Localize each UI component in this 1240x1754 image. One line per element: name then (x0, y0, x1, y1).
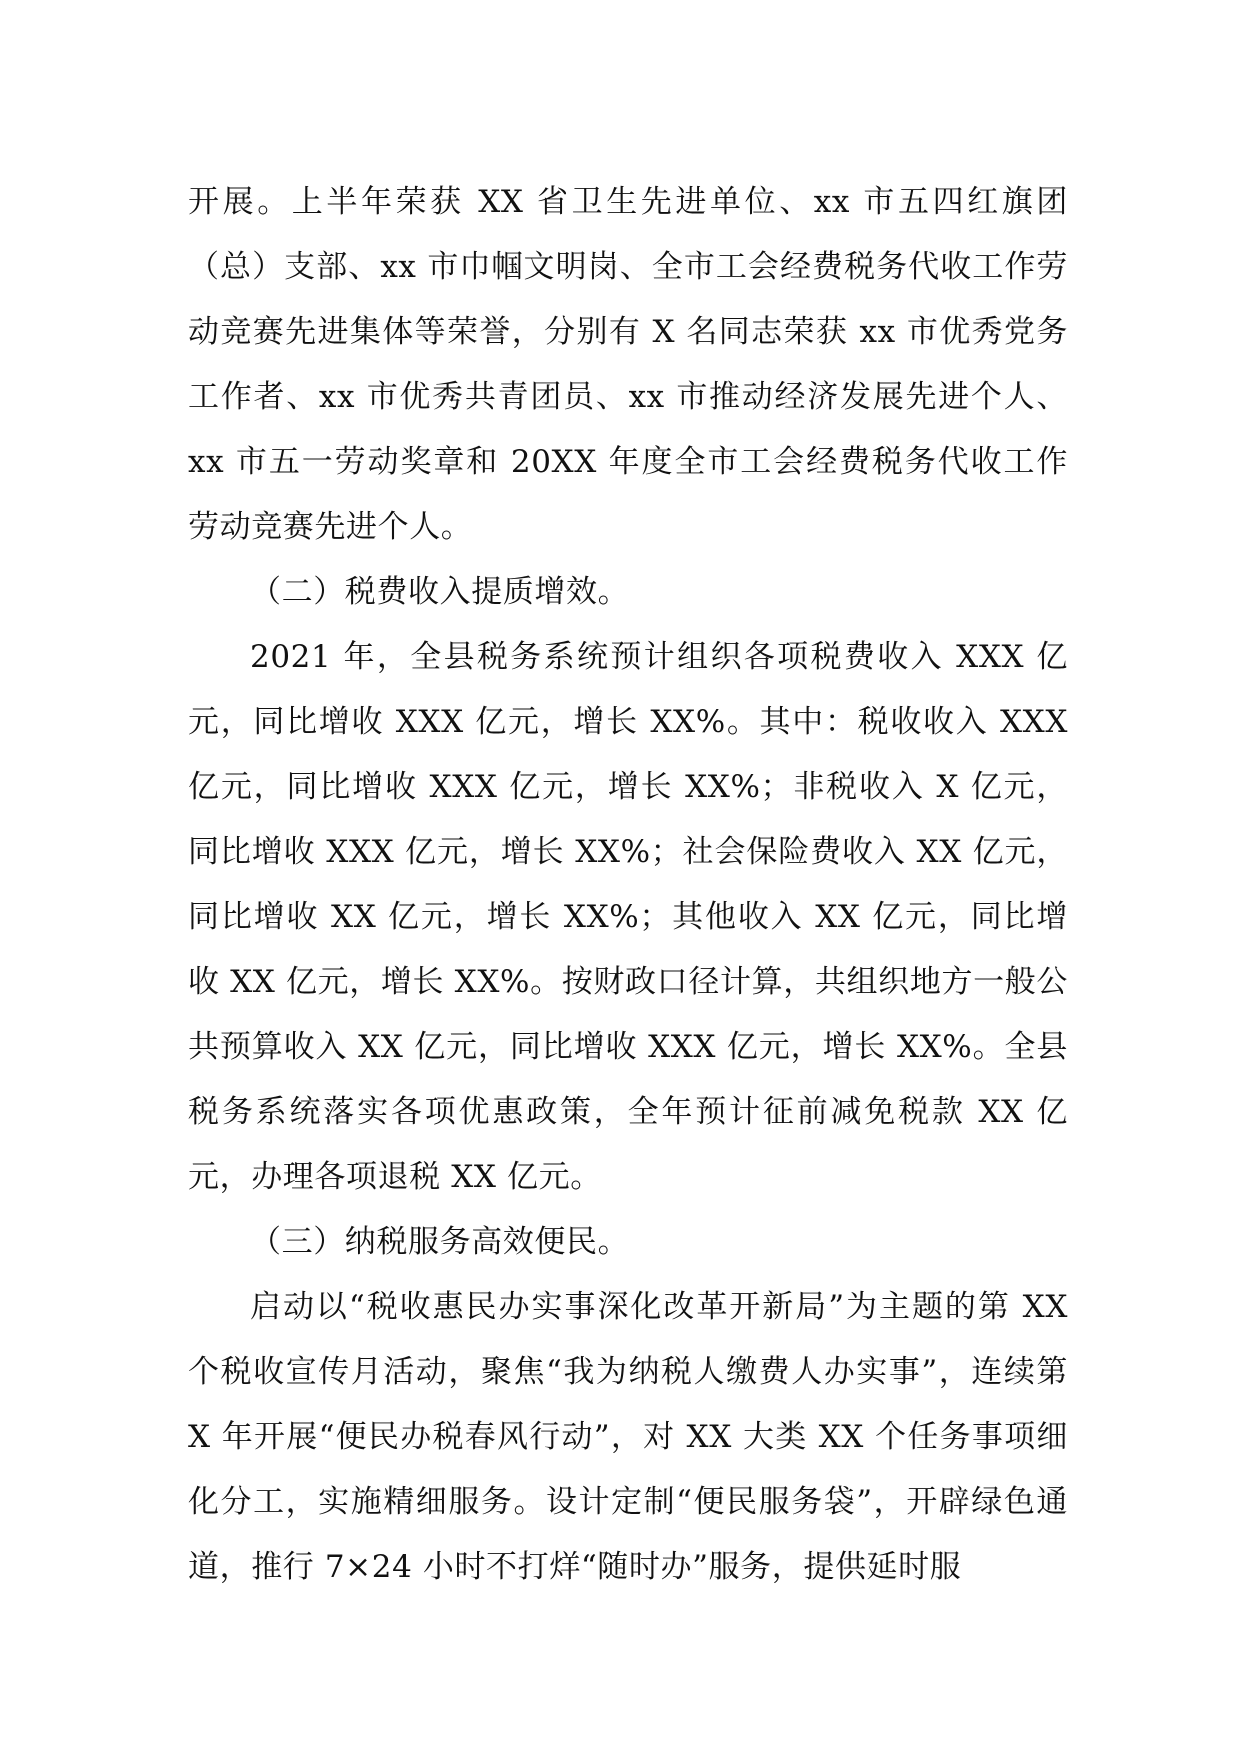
paragraph-honors: 开展。上半年荣获 XX 省卫生先进单位、xx 市五四红旗团（总）支部、xx 市巾帼文明岗、全市工会经费税务代收工作劳动竞赛先进集体等荣誉，分别有 X 名同志荣获 xx 市优秀党务工作者、xx 市优秀共青团员、xx 市推动经济发展先进个人、xx 市五一劳动奖章和 20XX 年度全市工会经费税务代收工作劳动竞赛先进个人。 (188, 184, 1068, 545)
section-heading-tax-service: （三）纳税服务高效便民。 (250, 1224, 630, 1260)
paragraph-tax-revenue: 2021 年，全县税务系统预计组织各项税费收入 XXX 亿元，同比增收 XXX 亿元，增长 XX%。其中：税收收入 XXX 亿元，同比增收 XXX 亿元，增长 XX%；非税收入 X 亿元，同比增收 XXX 亿元，增长 XX%；社会保险费收入 XX 亿元，同比增收 XX 亿元，增长 XX%；其他收入 XX 亿元，同比增收 XX 亿元，增长 XX%。按财政口径计算，共组织地方一般公共预算收入 XX 亿元，同比增收 XXX 亿元，增长 XX%。全县税务系统落实各项优惠政策，全年预计征前减免税款 XX 亿元，办理各项退税 XX 亿元。 (188, 639, 1068, 1195)
section-heading-tax-revenue: （二）税费收入提质增效。 (250, 574, 630, 610)
paragraph-tax-service: 启动以“税收惠民办实事深化改革开新局”为主题的第 XX 个税收宣传月活动，聚焦“我为纳税人缴费人办实事”，连续第 X 年开展“便民办税春风行动”，对 XX 大类 XX 个任务事项细化分工，实施精细服务。设计定制“便民服务袋”，开辟绿色通道，推行 7×24 小时不打烊“随时办”服务，提供延时服 (188, 1289, 1068, 1585)
document-body (188, 170, 1068, 1600)
